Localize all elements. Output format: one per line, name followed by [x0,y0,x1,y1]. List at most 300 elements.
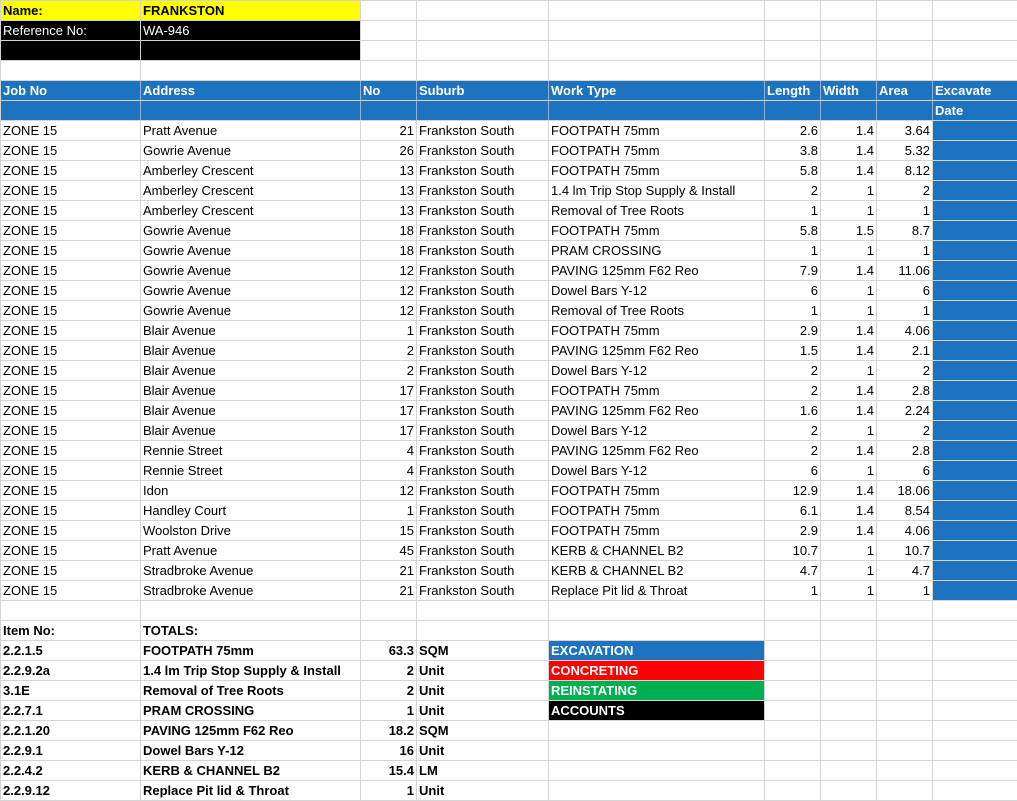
address-cell[interactable]: Blair Avenue [141,381,361,401]
number-cell[interactable]: 4 [361,441,417,461]
item-unit-cell[interactable]: Unit [417,701,549,721]
excavate-date-cell[interactable] [933,421,1017,441]
empty-cell[interactable] [765,781,821,801]
job-no-cell[interactable]: ZONE 15 [1,321,141,341]
address-cell[interactable]: Pratt Avenue [141,121,361,141]
job-no-cell[interactable]: ZONE 15 [1,501,141,521]
address-cell[interactable]: Rennie Street [141,461,361,481]
item-unit-cell[interactable]: Unit [417,681,549,701]
work-type-cell[interactable]: FOOTPATH 75mm [549,481,765,501]
empty-cell[interactable] [933,721,1017,741]
address-cell[interactable]: Rennie Street [141,441,361,461]
item-unit-cell[interactable]: Unit [417,661,549,681]
address-cell[interactable]: Gowrie Avenue [141,241,361,261]
item-description-cell[interactable]: 1.4 lm Trip Stop Supply & Install [141,661,361,681]
empty-cell[interactable] [877,621,933,641]
empty-cell[interactable] [417,601,549,621]
work-type-cell[interactable]: FOOTPATH 75mm [549,141,765,161]
item-description-cell[interactable]: PAVING 125mm F62 Reo [141,721,361,741]
width-cell[interactable]: 1.4 [821,161,877,181]
suburb-cell[interactable]: Frankston South [417,201,549,221]
length-cell[interactable]: 2.9 [765,521,821,541]
job-no-cell[interactable]: ZONE 15 [1,261,141,281]
length-cell[interactable]: 1 [765,201,821,221]
job-no-cell[interactable]: ZONE 15 [1,481,141,501]
width-cell[interactable]: 1.4 [821,521,877,541]
suburb-cell[interactable]: Frankston South [417,361,549,381]
empty-cell[interactable] [765,681,821,701]
number-cell[interactable]: 21 [361,581,417,601]
length-cell[interactable]: 2 [765,421,821,441]
excavate-date-cell[interactable] [933,501,1017,521]
empty-cell[interactable] [1,601,141,621]
empty-cell[interactable] [877,681,933,701]
number-cell[interactable]: 4 [361,461,417,481]
work-type-cell[interactable]: FOOTPATH 75mm [549,121,765,141]
legend-reinstating[interactable]: REINSTATING [549,681,765,701]
legend-excavation[interactable]: EXCAVATION [549,641,765,661]
work-type-cell[interactable]: Dowel Bars Y-12 [549,421,765,441]
suburb-cell[interactable]: Frankston South [417,161,549,181]
reference-label[interactable]: Reference No: [1,21,141,41]
area-cell[interactable]: 4.06 [877,521,933,541]
excavate-date-cell[interactable] [933,361,1017,381]
header-cell[interactable] [361,101,417,121]
work-type-cell[interactable]: Removal of Tree Roots [549,201,765,221]
number-cell[interactable]: 21 [361,121,417,141]
work-type-cell[interactable]: KERB & CHANNEL B2 [549,541,765,561]
empty-cell[interactable] [765,661,821,681]
job-no-cell[interactable]: ZONE 15 [1,241,141,261]
excavate-date-cell[interactable] [933,381,1017,401]
empty-cell[interactable] [877,781,933,801]
area-cell[interactable]: 5.32 [877,141,933,161]
job-no-cell[interactable]: ZONE 15 [1,221,141,241]
suburb-cell[interactable]: Frankston South [417,381,549,401]
length-cell[interactable]: 5.8 [765,161,821,181]
empty-cell[interactable] [877,701,933,721]
legend-concreting[interactable]: CONCRETING [549,661,765,681]
job-no-cell[interactable]: ZONE 15 [1,361,141,381]
header-cell[interactable] [417,101,549,121]
black-cell[interactable] [141,41,361,61]
item-description-cell[interactable]: KERB & CHANNEL B2 [141,761,361,781]
item-number-cell[interactable]: 2.2.1.20 [1,721,141,741]
number-cell[interactable]: 12 [361,301,417,321]
work-type-cell[interactable]: PAVING 125mm F62 Reo [549,341,765,361]
number-cell[interactable]: 45 [361,541,417,561]
number-cell[interactable]: 17 [361,401,417,421]
suburb-cell[interactable]: Frankston South [417,441,549,461]
job-no-cell[interactable]: ZONE 15 [1,341,141,361]
address-cell[interactable]: Idon [141,481,361,501]
width-cell[interactable]: 1.4 [821,141,877,161]
empty-cell[interactable] [821,681,877,701]
length-cell[interactable]: 1 [765,301,821,321]
excavate-date-cell[interactable] [933,481,1017,501]
item-quantity-cell[interactable]: 15.4 [361,761,417,781]
address-cell[interactable]: Blair Avenue [141,401,361,421]
job-no-cell[interactable]: ZONE 15 [1,441,141,461]
length-cell[interactable]: 6 [765,281,821,301]
area-cell[interactable]: 6 [877,281,933,301]
number-cell[interactable]: 2 [361,361,417,381]
suburb-cell[interactable]: Frankston South [417,581,549,601]
empty-cell[interactable] [765,721,821,741]
number-cell[interactable]: 17 [361,421,417,441]
excavate-date-cell[interactable] [933,141,1017,161]
header-cell[interactable] [141,101,361,121]
empty-cell[interactable] [933,781,1017,801]
header-date[interactable]: Date [933,101,1017,121]
empty-cell[interactable] [821,661,877,681]
job-no-cell[interactable]: ZONE 15 [1,561,141,581]
suburb-cell[interactable]: Frankston South [417,421,549,441]
job-no-cell[interactable]: ZONE 15 [1,521,141,541]
length-cell[interactable]: 7.9 [765,261,821,281]
number-cell[interactable]: 21 [361,561,417,581]
work-type-cell[interactable]: FOOTPATH 75mm [549,221,765,241]
excavate-date-cell[interactable] [933,441,1017,461]
number-cell[interactable]: 2 [361,341,417,361]
header-excavate[interactable]: Excavate [933,81,1017,101]
address-cell[interactable]: Amberley Crescent [141,161,361,181]
header-cell[interactable] [765,101,821,121]
address-cell[interactable]: Woolston Drive [141,521,361,541]
area-cell[interactable]: 1 [877,301,933,321]
suburb-cell[interactable]: Frankston South [417,181,549,201]
suburb-cell[interactable]: Frankston South [417,241,549,261]
item-unit-cell[interactable]: SQM [417,641,549,661]
width-cell[interactable]: 1.4 [821,401,877,421]
work-type-cell[interactable]: FOOTPATH 75mm [549,381,765,401]
empty-cell[interactable] [933,701,1017,721]
header-suburb[interactable]: Suburb [417,81,549,101]
suburb-cell[interactable]: Frankston South [417,141,549,161]
item-description-cell[interactable]: Dowel Bars Y-12 [141,741,361,761]
empty-cell[interactable] [821,781,877,801]
empty-cell[interactable] [765,601,821,621]
length-cell[interactable]: 2 [765,441,821,461]
excavate-date-cell[interactable] [933,201,1017,221]
address-cell[interactable]: Gowrie Avenue [141,141,361,161]
item-number-cell[interactable]: 2.2.7.1 [1,701,141,721]
length-cell[interactable]: 6 [765,461,821,481]
empty-cell[interactable] [933,641,1017,661]
suburb-cell[interactable]: Frankston South [417,301,549,321]
excavate-date-cell[interactable] [933,281,1017,301]
empty-cell[interactable] [933,741,1017,761]
empty-cell[interactable] [821,641,877,661]
excavate-date-cell[interactable] [933,321,1017,341]
width-cell[interactable]: 1.4 [821,481,877,501]
width-cell[interactable]: 1.4 [821,341,877,361]
empty-cell[interactable] [877,741,933,761]
item-number-cell[interactable]: 2.2.9.12 [1,781,141,801]
length-cell[interactable]: 1 [765,241,821,261]
empty-cell[interactable] [765,761,821,781]
suburb-cell[interactable]: Frankston South [417,121,549,141]
area-cell[interactable]: 8.7 [877,221,933,241]
item-number-cell[interactable]: 2.2.9.1 [1,741,141,761]
area-cell[interactable]: 2 [877,361,933,381]
work-type-cell[interactable]: FOOTPATH 75mm [549,521,765,541]
header-address[interactable]: Address [141,81,361,101]
number-cell[interactable]: 13 [361,181,417,201]
area-cell[interactable]: 1 [877,241,933,261]
empty-cell[interactable] [933,601,1017,621]
empty-cell[interactable] [361,601,417,621]
item-number-cell[interactable]: 2.2.4.2 [1,761,141,781]
empty-cell[interactable] [933,661,1017,681]
excavate-date-cell[interactable] [933,581,1017,601]
excavate-date-cell[interactable] [933,541,1017,561]
address-cell[interactable]: Stradbroke Avenue [141,581,361,601]
number-cell[interactable]: 26 [361,141,417,161]
length-cell[interactable]: 1.5 [765,341,821,361]
empty-cell[interactable] [141,601,361,621]
empty-cell[interactable] [933,681,1017,701]
address-cell[interactable]: Amberley Crescent [141,201,361,221]
width-cell[interactable]: 1.4 [821,441,877,461]
empty-cell[interactable] [877,601,933,621]
empty-cell[interactable] [549,741,765,761]
work-type-cell[interactable]: FOOTPATH 75mm [549,161,765,181]
job-no-cell[interactable]: ZONE 15 [1,301,141,321]
suburb-cell[interactable]: Frankston South [417,541,549,561]
empty-cell[interactable] [549,721,765,741]
header-cell[interactable] [821,101,877,121]
work-type-cell[interactable]: PAVING 125mm F62 Reo [549,441,765,461]
excavate-date-cell[interactable] [933,121,1017,141]
item-quantity-cell[interactable]: 16 [361,741,417,761]
item-quantity-cell[interactable]: 2 [361,681,417,701]
width-cell[interactable]: 1 [821,301,877,321]
empty-cell[interactable] [765,741,821,761]
empty-cell[interactable] [361,621,417,641]
job-no-cell[interactable]: ZONE 15 [1,201,141,221]
header-no[interactable]: No [361,81,417,101]
empty-cell[interactable] [765,641,821,661]
number-cell[interactable]: 12 [361,261,417,281]
empty-cell[interactable] [821,741,877,761]
job-no-cell[interactable]: ZONE 15 [1,181,141,201]
item-quantity-cell[interactable]: 2 [361,661,417,681]
width-cell[interactable]: 1 [821,201,877,221]
excavate-date-cell[interactable] [933,221,1017,241]
work-type-cell[interactable]: FOOTPATH 75mm [549,321,765,341]
width-cell[interactable]: 1 [821,361,877,381]
length-cell[interactable]: 4.7 [765,561,821,581]
suburb-cell[interactable]: Frankston South [417,321,549,341]
job-no-cell[interactable]: ZONE 15 [1,581,141,601]
excavate-date-cell[interactable] [933,341,1017,361]
area-cell[interactable]: 2.8 [877,381,933,401]
header-cell[interactable] [549,101,765,121]
width-cell[interactable]: 1.4 [821,381,877,401]
address-cell[interactable]: Pratt Avenue [141,541,361,561]
empty-cell[interactable] [549,761,765,781]
area-cell[interactable]: 6 [877,461,933,481]
job-no-cell[interactable]: ZONE 15 [1,121,141,141]
item-unit-cell[interactable]: Unit [417,741,549,761]
empty-cell[interactable] [933,761,1017,781]
length-cell[interactable]: 12.9 [765,481,821,501]
header-length[interactable]: Length [765,81,821,101]
length-cell[interactable]: 2.9 [765,321,821,341]
empty-cell[interactable] [821,721,877,741]
width-cell[interactable]: 1.4 [821,321,877,341]
empty-cell[interactable] [877,661,933,681]
empty-cell[interactable] [877,761,933,781]
area-cell[interactable]: 11.06 [877,261,933,281]
address-cell[interactable]: Blair Avenue [141,321,361,341]
work-type-cell[interactable]: PRAM CROSSING [549,241,765,261]
length-cell[interactable]: 2 [765,181,821,201]
excavate-date-cell[interactable] [933,161,1017,181]
empty-cell[interactable] [821,761,877,781]
item-description-cell[interactable]: PRAM CROSSING [141,701,361,721]
width-cell[interactable]: 1 [821,421,877,441]
number-cell[interactable]: 17 [361,381,417,401]
address-cell[interactable]: Amberley Crescent [141,181,361,201]
length-cell[interactable]: 1.6 [765,401,821,421]
item-unit-cell[interactable]: LM [417,761,549,781]
item-no-label[interactable]: Item No: [1,621,141,641]
header-area[interactable]: Area [877,81,933,101]
width-cell[interactable]: 1.4 [821,121,877,141]
length-cell[interactable]: 6.1 [765,501,821,521]
excavate-date-cell[interactable] [933,461,1017,481]
item-description-cell[interactable]: FOOTPATH 75mm [141,641,361,661]
address-cell[interactable]: Gowrie Avenue [141,261,361,281]
address-cell[interactable]: Gowrie Avenue [141,301,361,321]
job-no-cell[interactable]: ZONE 15 [1,161,141,181]
job-no-cell[interactable]: ZONE 15 [1,461,141,481]
length-cell[interactable]: 3.8 [765,141,821,161]
area-cell[interactable]: 2.8 [877,441,933,461]
area-cell[interactable]: 2 [877,421,933,441]
area-cell[interactable]: 4.7 [877,561,933,581]
address-cell[interactable]: Gowrie Avenue [141,221,361,241]
number-cell[interactable]: 15 [361,521,417,541]
length-cell[interactable]: 5.8 [765,221,821,241]
empty-cell[interactable] [765,621,821,641]
excavate-date-cell[interactable] [933,401,1017,421]
empty-cell[interactable] [549,621,765,641]
item-unit-cell[interactable]: SQM [417,721,549,741]
header-width[interactable]: Width [821,81,877,101]
excavate-date-cell[interactable] [933,561,1017,581]
length-cell[interactable]: 1 [765,581,821,601]
area-cell[interactable]: 8.54 [877,501,933,521]
area-cell[interactable]: 2 [877,181,933,201]
number-cell[interactable]: 18 [361,241,417,261]
address-cell[interactable]: Stradbroke Avenue [141,561,361,581]
item-number-cell[interactable]: 3.1E [1,681,141,701]
excavate-date-cell[interactable] [933,261,1017,281]
width-cell[interactable]: 1 [821,281,877,301]
number-cell[interactable]: 1 [361,321,417,341]
empty-cell[interactable] [821,701,877,721]
black-cell[interactable] [1,41,141,61]
item-quantity-cell[interactable]: 18.2 [361,721,417,741]
work-type-cell[interactable]: PAVING 125mm F62 Reo [549,401,765,421]
job-no-cell[interactable]: ZONE 15 [1,541,141,561]
number-cell[interactable]: 12 [361,281,417,301]
excavate-date-cell[interactable] [933,521,1017,541]
area-cell[interactable]: 8.12 [877,161,933,181]
header-work-type[interactable]: Work Type [549,81,765,101]
job-no-cell[interactable]: ZONE 15 [1,401,141,421]
empty-cell[interactable] [877,721,933,741]
area-cell[interactable]: 1 [877,581,933,601]
work-type-cell[interactable]: KERB & CHANNEL B2 [549,561,765,581]
address-cell[interactable]: Blair Avenue [141,361,361,381]
item-description-cell[interactable]: Replace Pit lid & Throat [141,781,361,801]
suburb-cell[interactable]: Frankston South [417,341,549,361]
number-cell[interactable]: 13 [361,201,417,221]
legend-accounts[interactable]: ACCOUNTS [549,701,765,721]
number-cell[interactable]: 18 [361,221,417,241]
item-quantity-cell[interactable]: 1 [361,701,417,721]
address-cell[interactable]: Handley Court [141,501,361,521]
excavate-date-cell[interactable] [933,181,1017,201]
width-cell[interactable]: 1.5 [821,221,877,241]
job-no-cell[interactable]: ZONE 15 [1,281,141,301]
area-cell[interactable]: 4.06 [877,321,933,341]
work-type-cell[interactable]: Dowel Bars Y-12 [549,461,765,481]
area-cell[interactable]: 18.06 [877,481,933,501]
suburb-cell[interactable]: Frankston South [417,501,549,521]
work-type-cell[interactable]: FOOTPATH 75mm [549,501,765,521]
suburb-cell[interactable]: Frankston South [417,221,549,241]
suburb-cell[interactable]: Frankston South [417,481,549,501]
width-cell[interactable]: 1 [821,561,877,581]
item-quantity-cell[interactable]: 63.3 [361,641,417,661]
header-cell[interactable] [877,101,933,121]
name-label[interactable]: Name: [1,1,141,21]
work-type-cell[interactable]: Dowel Bars Y-12 [549,281,765,301]
item-quantity-cell[interactable]: 1 [361,781,417,801]
item-number-cell[interactable]: 2.2.1.5 [1,641,141,661]
job-no-cell[interactable]: ZONE 15 [1,421,141,441]
empty-cell[interactable] [549,601,765,621]
width-cell[interactable]: 1 [821,581,877,601]
area-cell[interactable]: 3.64 [877,121,933,141]
item-unit-cell[interactable]: Unit [417,781,549,801]
header-job-no[interactable]: Job No [1,81,141,101]
header-cell[interactable] [1,101,141,121]
empty-cell[interactable] [417,621,549,641]
empty-cell[interactable] [765,701,821,721]
work-type-cell[interactable]: Removal of Tree Roots [549,301,765,321]
totals-label[interactable]: TOTALS: [141,621,361,641]
length-cell[interactable]: 10.7 [765,541,821,561]
excavate-date-cell[interactable] [933,301,1017,321]
area-cell[interactable]: 1 [877,201,933,221]
suburb-cell[interactable]: Frankston South [417,561,549,581]
suburb-cell[interactable]: Frankston South [417,261,549,281]
width-cell[interactable]: 1 [821,541,877,561]
empty-cell[interactable] [821,621,877,641]
address-cell[interactable]: Blair Avenue [141,421,361,441]
suburb-cell[interactable]: Frankston South [417,401,549,421]
empty-cell[interactable] [933,621,1017,641]
empty-cell[interactable] [549,781,765,801]
job-no-cell[interactable]: ZONE 15 [1,141,141,161]
area-cell[interactable]: 2.1 [877,341,933,361]
